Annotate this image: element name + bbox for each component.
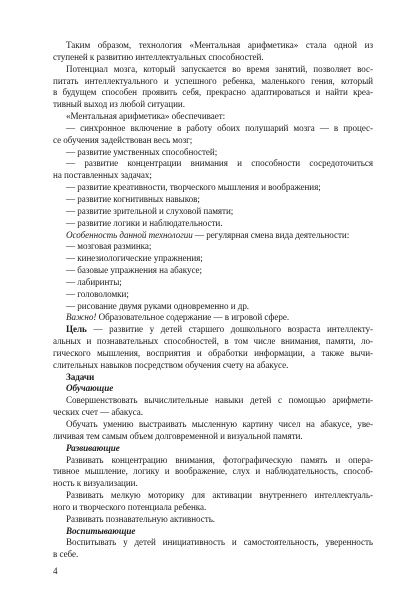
text-line: — рисование двумя руками одновременно и др.	[66, 300, 250, 311]
text-line	[53, 230, 373, 242]
page-body	[53, 40, 373, 561]
text-run: — развитие у детей старшего дошкольного возраста интеллекту-	[86, 324, 373, 335]
text-line: тивный выход из любой ситуации.	[53, 99, 185, 110]
text-line: личивая тем самым объем долговременной и визуальной памяти.	[53, 430, 303, 441]
page-number: 4	[53, 566, 58, 576]
text-line: — развитие зрительной и слуховой памяти;	[66, 205, 234, 216]
text-line: Потенциал мозга, который запускается во время занятий, позволяет вос-	[66, 63, 373, 74]
text-line: Развивать концентрацию внимания, фотографическую память и опера-	[66, 454, 373, 465]
text-line: — лабиринты;	[66, 276, 122, 287]
text-line: Совершенствовать вычислительные навыки детей с помощью арифмети-	[66, 395, 373, 406]
text-line: — синхронное включение в работу обоих полушарий мозга — в процес-	[66, 122, 373, 133]
text-line: Развивать познавательную активность.	[66, 513, 216, 524]
text-line: альных и познавательных способностей, в том числе внимания, памяти, ло-	[53, 336, 373, 347]
text-line: — развитие креативности, творческого мышления и воображения;	[66, 182, 321, 193]
text-line: — головоломки;	[66, 288, 129, 299]
text-line: «Ментальная арифметика» обеспечивает:	[66, 111, 226, 122]
text-run: Особенность данной технологии	[66, 229, 193, 240]
text-line: Развивать мелкую моторику для активации внутреннего интеллектуаль-	[66, 490, 373, 501]
text-line: — мозговая разминка;	[66, 241, 152, 252]
text-line: Воспитывать у детей инициативность и самостоятельность, уверенность	[66, 537, 373, 548]
text-line: ступеней к развитию интеллектуальных способностей.	[53, 51, 264, 62]
text-line: гического мышления, восприятия и обработки информации, а также вычи-	[53, 347, 373, 358]
text-line: в себе.	[53, 549, 79, 560]
text-line: — развитие когнитивных навыков;	[66, 193, 200, 204]
text-line: ность к визуализации.	[53, 478, 138, 489]
text-run: — регулярная смена вида деятельности:	[192, 229, 350, 240]
text-line: се обучения задействован весь мозг;	[53, 134, 193, 145]
text-line: — базовые упражнения на абакусе;	[66, 265, 203, 276]
text-line: Обучающие	[66, 383, 114, 394]
text-line: тивное мышление, логику и воображение, слух и наблюдательность, способ-	[53, 466, 373, 477]
text-line	[53, 312, 373, 324]
text-line: Воспитывающие	[66, 525, 136, 536]
text-line: питать интеллектуального и успешного ребенка, маленького гения, который	[53, 75, 373, 86]
text-run: Образовательное содержание — в игровой сфере.	[96, 312, 290, 323]
text-run: Важно!	[66, 312, 97, 323]
text-line: — кинезиологические упражнения;	[66, 253, 203, 264]
text-line: слительных навыков посредством обучения счету на абакусе.	[53, 359, 289, 370]
text-line: — развитие концентрации внимания и способности сосредоточиться	[66, 158, 373, 169]
text-line: ческих счет — абакуса.	[53, 407, 143, 418]
text-line: ного и творческого потенциала ребенка.	[53, 501, 207, 512]
text-line	[53, 324, 373, 336]
text-line: Задачи	[66, 371, 95, 382]
text-line: Таким образом, технология «Ментальная арифметика» стала одной из	[66, 40, 373, 50]
text-line: Обучать умению выстраивать мысленную картину чисел на абакусе, уве-	[66, 419, 373, 429]
text-line: Развивающие	[66, 442, 120, 453]
text-line: в будущем способен проявить себя, прекрасно адаптироваться и найти креа-	[53, 87, 373, 98]
text-run: Цель	[66, 324, 87, 335]
text-line: — развитие логики и наблюдательности.	[66, 217, 223, 228]
text-line: на поставленных задачах;	[53, 170, 152, 181]
text-line: — развитие умственных способностей;	[66, 146, 218, 157]
